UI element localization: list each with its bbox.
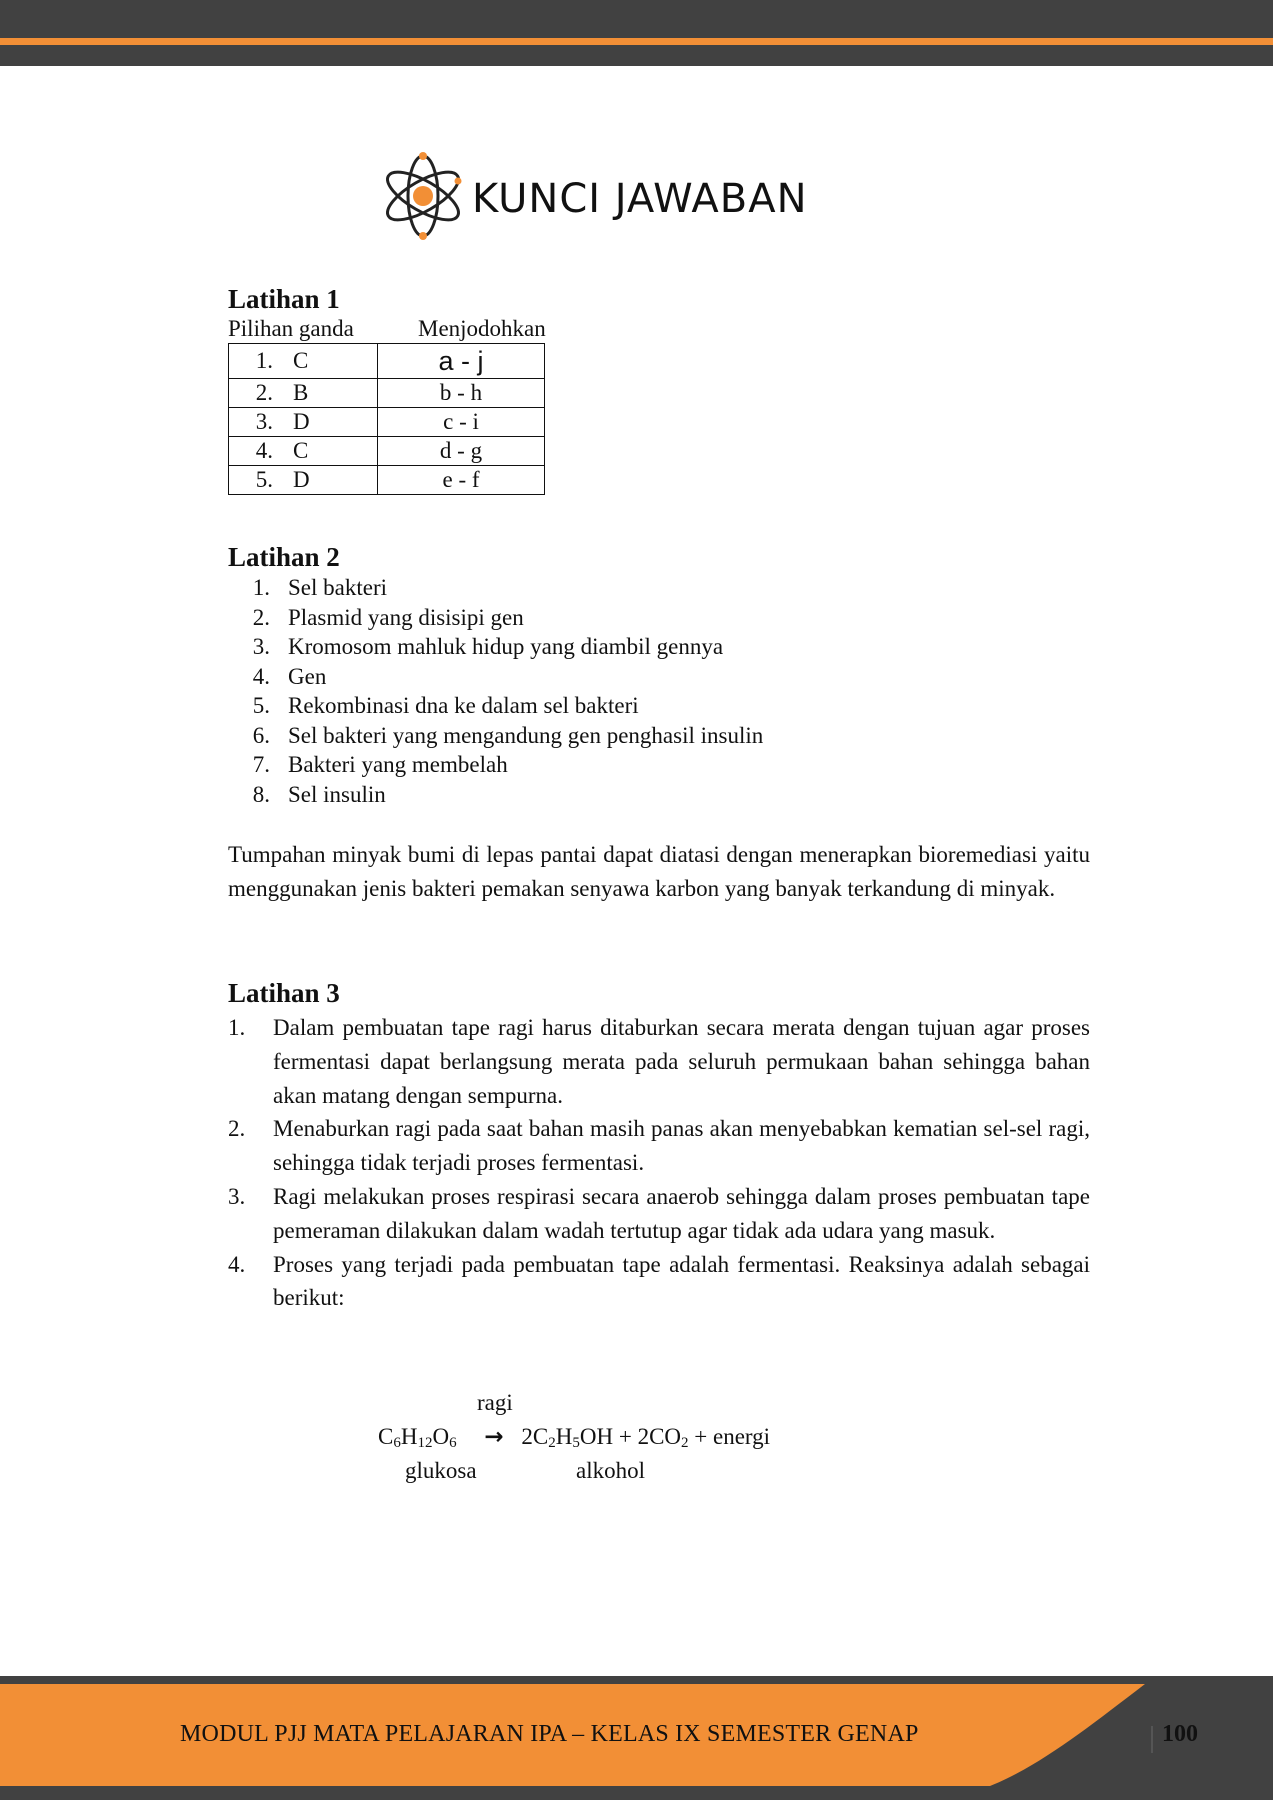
arrow-icon: →	[484, 1424, 504, 1450]
table-row	[229, 379, 545, 408]
menjodohkan-label: Menjodohkan	[418, 316, 546, 341]
page-title: KUNCI JAWABAN	[472, 176, 808, 222]
latihan-2-section	[228, 541, 1090, 809]
product-ethanol: $2C_2H_5OH$	[521, 1424, 614, 1451]
page-header	[378, 148, 808, 244]
row-number: 2.	[255, 380, 273, 405]
answer-table	[228, 343, 545, 495]
latihan-2-paragraph: Tumpahan minyak bumi di lepas pantai dapat diatasi dengan menerapkan bioremediasi yaitu menggunakan jenis bakteri pemakan senyawa karbon yang banyak terkandung di minyak.	[228, 842, 1090, 901]
latihan-1-section	[228, 283, 1090, 495]
multiple-choice-answer: C	[293, 348, 309, 373]
matching-answer: a - j	[378, 344, 545, 379]
multiple-choice-answer: B	[293, 380, 309, 405]
row-number: 1.	[255, 348, 273, 373]
table-row	[229, 466, 545, 495]
latihan-2-list	[228, 573, 1090, 809]
list-item: 7. Bakteri yang membelah	[252, 752, 508, 777]
plus-sign: +	[618, 1424, 632, 1449]
table-row	[229, 408, 545, 437]
list-item: 1. Dalam pembuatan tape ragi harus ditaburkan secara merata dengan tujuan agar proses fermentasi dapat berlangsung merata pada seluruh permukaan bahan sehingga bahan akan matang dengan sempurna.	[228, 1015, 1090, 1108]
latihan-1-column-headers	[228, 315, 1090, 343]
table-row	[229, 437, 545, 466]
table-row	[229, 344, 545, 379]
multiple-choice-answer: D	[293, 467, 310, 492]
energy-term: + energi	[694, 1424, 771, 1449]
atom-icon	[378, 148, 468, 244]
reaction-catalyst: ragi	[477, 1390, 513, 1415]
footer-module-title: MODUL PJJ MATA PELAJARAN IPA – KELAS IX SEMESTER GENAP	[180, 1721, 919, 1747]
multiple-choice-answer: D	[293, 409, 310, 434]
list-item: 1. Sel bakteri	[252, 575, 387, 600]
matching-answer: b - h	[378, 379, 545, 408]
product-co2: $2CO_2$	[637, 1424, 689, 1451]
list-item: 6. Sel bakteri yang mengandung gen penghasil insulin	[252, 722, 764, 748]
latihan-3-section	[228, 977, 1090, 1315]
list-item: 3. Kromosom mahluk hidup yang diambil gennya	[252, 634, 724, 659]
latihan-3-list	[228, 1011, 1090, 1315]
matching-answer: d - g	[378, 437, 545, 466]
reactant-glucose: $C_6H_{12}O_6$	[378, 1424, 457, 1451]
top-band	[0, 0, 1273, 66]
list-item: 2. Menaburkan ragi pada saat bahan masih panas akan menyebabkan kematian sel-sel ragi, sehingga tidak terjadi proses fermentasi.	[228, 1116, 1090, 1176]
multiple-choice-answer: C	[293, 438, 309, 463]
matching-answer: e - f	[378, 466, 545, 495]
top-orange-stripe	[0, 38, 1273, 45]
latihan-2-heading: Latihan 2	[228, 542, 340, 572]
reactant-label: glukosa	[405, 1458, 477, 1483]
pilihan-ganda-label: Pilihan ganda	[228, 316, 354, 341]
list-item: 4. Gen	[252, 663, 327, 689]
latihan-3-heading: Latihan 3	[228, 978, 340, 1008]
row-number: 4.	[255, 438, 273, 463]
latihan-1-heading: Latihan 1	[228, 284, 340, 314]
matching-answer: c - i	[378, 408, 545, 437]
list-item: 3. Ragi melakukan proses respirasi secara anaerob sehingga dalam proses pembuatan tape pemeraman dilakukan dalam wadah tertutup agar tidak ada udara yang masuk.	[228, 1183, 1090, 1243]
reaction-equation	[378, 1422, 770, 1452]
row-number: 3.	[255, 409, 273, 434]
list-item: 2. Plasmid yang disisipi gen	[252, 604, 524, 630]
page-number: 100	[1162, 1721, 1198, 1747]
row-number: 5.	[255, 467, 273, 492]
product-label: alkohol	[576, 1458, 645, 1483]
list-item: 5. Rekombinasi dna ke dalam sel bakteri	[252, 693, 639, 718]
list-item: 8. Sel insulin	[252, 781, 386, 807]
list-item: 4. Proses yang terjadi pada pembuatan tape adalah fermentasi. Reaksinya adalah sebagai berikut:	[228, 1251, 1090, 1311]
